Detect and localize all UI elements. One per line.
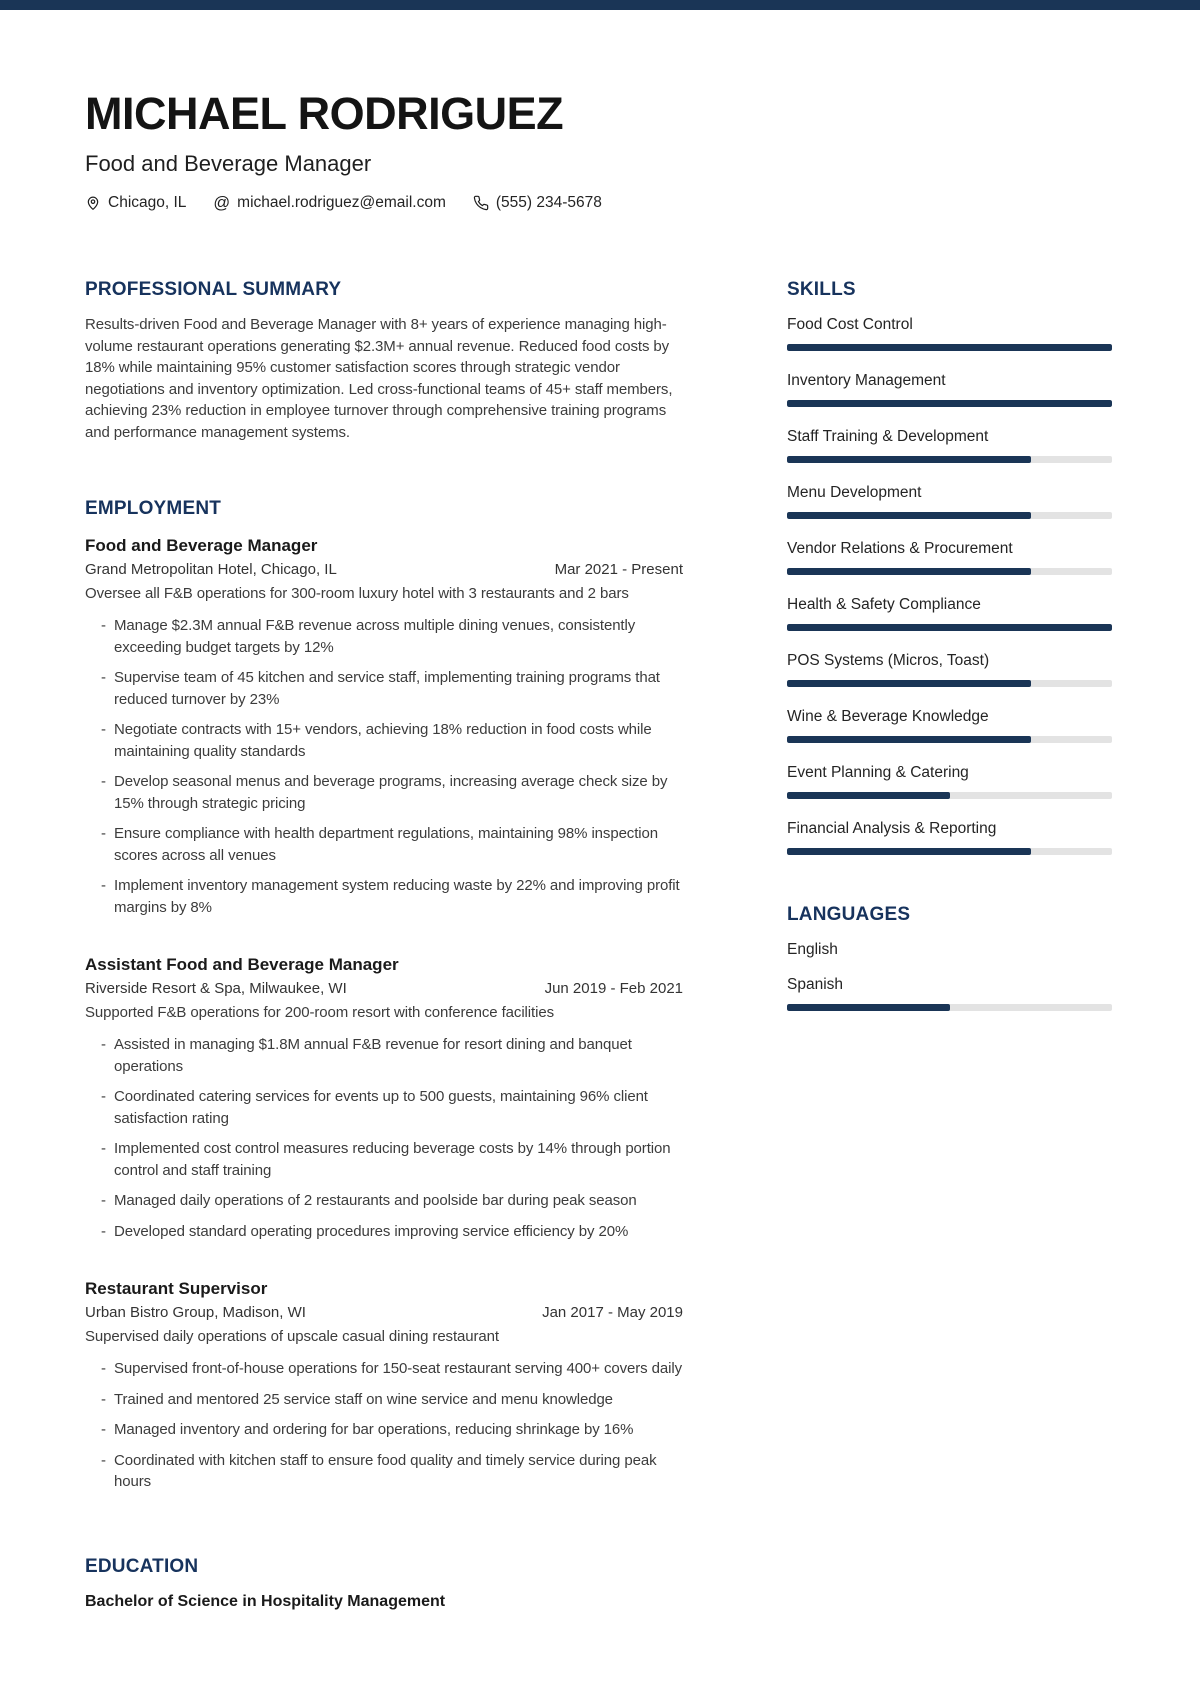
contact-row: [85, 194, 1112, 212]
location-pin-icon: [85, 195, 101, 211]
education-degree: Bachelor of Science in Hospitality Management: [85, 1592, 446, 1610]
skill-item: [787, 762, 1112, 799]
skills-section: [787, 278, 1112, 855]
phone-icon: [473, 195, 489, 211]
language-item: [787, 974, 1112, 1011]
skill-bar-track: [787, 512, 1112, 519]
bullet-text: Coordinated with kitchen staff to ensure food quality and timely service during peak hours: [114, 1451, 657, 1491]
job-bullet-item: [85, 667, 683, 710]
job-title: Assistant Food and Beverage Manager: [85, 955, 399, 975]
bullet-text: Assisted in managing $1.8M annual F&B revenue for resort dining and banquet operations: [114, 1036, 632, 1075]
language-bar-track: [787, 1004, 1112, 1011]
bullet-text: Implemented cost control measures reducing beverage costs by 14% through portion control and staff training: [114, 1140, 671, 1179]
job-title: Food and Beverage Manager: [85, 536, 318, 556]
job-bullet-item: [85, 1389, 683, 1411]
skill-item: [787, 538, 1112, 575]
bullet-marker: -: [101, 1140, 106, 1158]
bullet-text: Implement inventory management system reducing waste by 22% and improving profit margins by 8%: [114, 877, 680, 916]
bullet-marker: -: [101, 1036, 106, 1054]
job-bullet-item: [85, 1086, 683, 1129]
bullet-marker: -: [101, 617, 106, 635]
job-dates: Jun 2019 - Feb 2021: [544, 980, 683, 998]
contact-location-text: Chicago, IL: [108, 194, 187, 212]
skill-bar-track: [787, 344, 1112, 351]
skill-label: Wine & Beverage Knowledge: [787, 708, 989, 726]
job-meta-row: [85, 558, 683, 582]
bullet-text: Coordinated catering services for events up to 500 guests, maintaining 96% client satisfaction rating: [114, 1088, 648, 1127]
skill-item: [787, 314, 1112, 351]
summary-text: Results-driven Food and Beverage Manager with 8+ years of experience managing high-volume restaurant operations generating $2.3M+ annual revenue. Reduced food costs by 18% while maintaining 95% customer satisfaction scores through strategic vendor negotiations and inventory optimization. Led cross-functional teams of 45+ staff members, achieving 23% reduction in employee turnover through comprehensive training programs and performance management systems.: [85, 316, 673, 441]
job-bullets: [85, 1034, 683, 1242]
languages-list: [787, 939, 1112, 1011]
language-label: English: [787, 941, 838, 959]
education-heading: EDUCATION: [85, 1555, 199, 1577]
bullet-marker: -: [101, 1192, 106, 1210]
job-description: Supported F&B operations for 200-room resort with conference facilities: [85, 1004, 554, 1022]
summary-section: [85, 278, 683, 443]
skill-bar-track: [787, 624, 1112, 631]
job-bullet-item: [85, 1419, 683, 1441]
skill-bar-fill: [787, 848, 1031, 855]
employment-heading: EMPLOYMENT: [85, 498, 222, 520]
bullet-marker: -: [101, 825, 106, 843]
bullet-marker: -: [101, 669, 106, 687]
resume-header: [85, 90, 1112, 212]
skill-bar-track: [787, 848, 1112, 855]
job-bullet-item: [85, 1138, 683, 1181]
skill-label: Health & Safety Compliance: [787, 596, 981, 614]
job-bullet-item: [85, 1450, 683, 1493]
job-company: Grand Metropolitan Hotel, Chicago, IL: [85, 561, 337, 579]
job-meta-row: [85, 1301, 683, 1325]
bullet-text: Managed daily operations of 2 restaurants and poolside bar during peak season: [114, 1192, 637, 1210]
skill-bar-track: [787, 400, 1112, 407]
job-bullet-item: [85, 771, 683, 814]
skill-label: Staff Training & Development: [787, 428, 989, 446]
skill-bar-track: [787, 568, 1112, 575]
skill-label: Vendor Relations & Procurement: [787, 540, 1013, 558]
skill-item: [787, 650, 1112, 687]
skill-item: [787, 482, 1112, 519]
bullet-text: Trained and mentored 25 service staff on wine service and menu knowledge: [114, 1390, 613, 1408]
bullet-marker: -: [101, 1421, 106, 1439]
job-meta-row: [85, 977, 683, 1001]
contact-email: [213, 194, 445, 212]
top-accent-bar: [0, 0, 1200, 10]
skill-bar-fill: [787, 736, 1031, 743]
page-content: [0, 90, 1200, 1613]
skill-bar-track: [787, 456, 1112, 463]
skill-bar-fill: [787, 792, 950, 799]
language-label: Spanish: [787, 976, 844, 994]
bullet-text: Ensure compliance with health department regulations, maintaining 98% inspection scores across all venues: [114, 825, 658, 864]
email-at-icon: @: [213, 194, 231, 213]
job-bullet-item: [85, 1358, 683, 1380]
skill-bar-fill: [787, 568, 1031, 575]
bullet-marker: -: [101, 1088, 106, 1106]
job-description: Oversee all F&B operations for 300-room luxury hotel with 3 restaurants and 2 bars: [85, 585, 629, 603]
bullet-marker: -: [101, 1390, 106, 1408]
bullet-text: Supervise team of 45 kitchen and service staff, implementing training programs that reduced turnover by 23%: [114, 669, 660, 708]
bullet-marker: -: [101, 721, 106, 739]
job-title: Restaurant Supervisor: [85, 1279, 268, 1299]
skill-bar-track: [787, 792, 1112, 799]
language-item: [787, 939, 1112, 960]
two-column-layout: [85, 278, 1112, 1613]
job-dates: Mar 2021 - Present: [554, 561, 683, 579]
summary-heading: PROFESSIONAL SUMMARY: [85, 279, 342, 301]
bullet-marker: -: [101, 773, 106, 791]
bullet-text: Developed standard operating procedures improving service efficiency by 20%: [114, 1222, 629, 1240]
contact-location: [85, 194, 186, 212]
skill-item: [787, 594, 1112, 631]
bullet-marker: -: [101, 1222, 106, 1240]
bullet-text: Supervised front-of-house operations for 150-seat restaurant serving 400+ covers daily: [114, 1360, 682, 1378]
bullet-marker: -: [101, 1451, 106, 1469]
skill-label: Menu Development: [787, 484, 922, 502]
job-entry: [85, 1276, 683, 1493]
education-section: [85, 1555, 683, 1613]
job-bullet-item: [85, 719, 683, 762]
skill-item: [787, 818, 1112, 855]
skill-label: Inventory Management: [787, 372, 946, 390]
skill-label: Event Planning & Catering: [787, 764, 969, 782]
languages-section: [787, 903, 1112, 1011]
job-entry: [85, 533, 683, 918]
job-bullet-item: [85, 875, 683, 918]
job-dates: Jan 2017 - May 2019: [542, 1304, 683, 1322]
skills-heading: SKILLS: [787, 279, 856, 301]
contact-email-text: michael.rodriguez@email.com: [237, 194, 446, 212]
skill-bar-fill: [787, 512, 1031, 519]
bullet-marker: -: [101, 877, 106, 895]
candidate-job-title: Food and Beverage Manager: [85, 151, 372, 177]
language-bar-fill: [787, 1004, 950, 1011]
skill-item: [787, 706, 1112, 743]
skill-label: Food Cost Control: [787, 316, 913, 334]
job-bullets: [85, 615, 683, 918]
languages-heading: LANGUAGES: [787, 904, 911, 926]
job-company: Riverside Resort & Spa, Milwaukee, WI: [85, 980, 347, 998]
skill-label: Financial Analysis & Reporting: [787, 820, 997, 838]
job-bullet-item: [85, 823, 683, 866]
job-entry: [85, 952, 683, 1242]
skill-bar-fill: [787, 400, 1112, 407]
skill-bar-fill: [787, 344, 1112, 351]
contact-phone: [473, 194, 602, 212]
job-bullet-item: [85, 1034, 683, 1077]
main-column: [85, 278, 683, 1613]
job-description: Supervised daily operations of upscale casual dining restaurant: [85, 1328, 499, 1346]
skill-bar-track: [787, 680, 1112, 687]
skill-bar-fill: [787, 680, 1031, 687]
skill-label: POS Systems (Micros, Toast): [787, 652, 990, 670]
job-bullet-item: [85, 615, 683, 658]
job-company: Urban Bistro Group, Madison, WI: [85, 1304, 306, 1322]
bullet-text: Negotiate contracts with 15+ vendors, achieving 18% reduction in food costs while maintaining quality standards: [114, 721, 652, 760]
skills-list: [787, 314, 1112, 855]
skill-bar-track: [787, 736, 1112, 743]
sidebar-column: [787, 278, 1112, 1613]
bullet-text: Manage $2.3M annual F&B revenue across multiple dining venues, consistently exceeding budget targets by 12%: [114, 617, 636, 656]
skill-item: [787, 426, 1112, 463]
job-bullets: [85, 1358, 683, 1493]
job-bullet-item: [85, 1190, 683, 1212]
job-list: [85, 533, 683, 1493]
skill-item: [787, 370, 1112, 407]
candidate-name: MICHAEL RODRIGUEZ: [85, 88, 564, 139]
skill-bar-fill: [787, 624, 1112, 631]
bullet-text: Develop seasonal menus and beverage programs, increasing average check size by 15% through strategic pricing: [114, 773, 668, 812]
bullet-text: Managed inventory and ordering for bar operations, reducing shrinkage by 16%: [114, 1421, 634, 1439]
employment-section: [85, 497, 683, 1493]
contact-phone-text: (555) 234-5678: [495, 194, 602, 212]
bullet-marker: -: [101, 1360, 106, 1378]
job-bullet-item: [85, 1221, 683, 1243]
skill-bar-fill: [787, 456, 1031, 463]
